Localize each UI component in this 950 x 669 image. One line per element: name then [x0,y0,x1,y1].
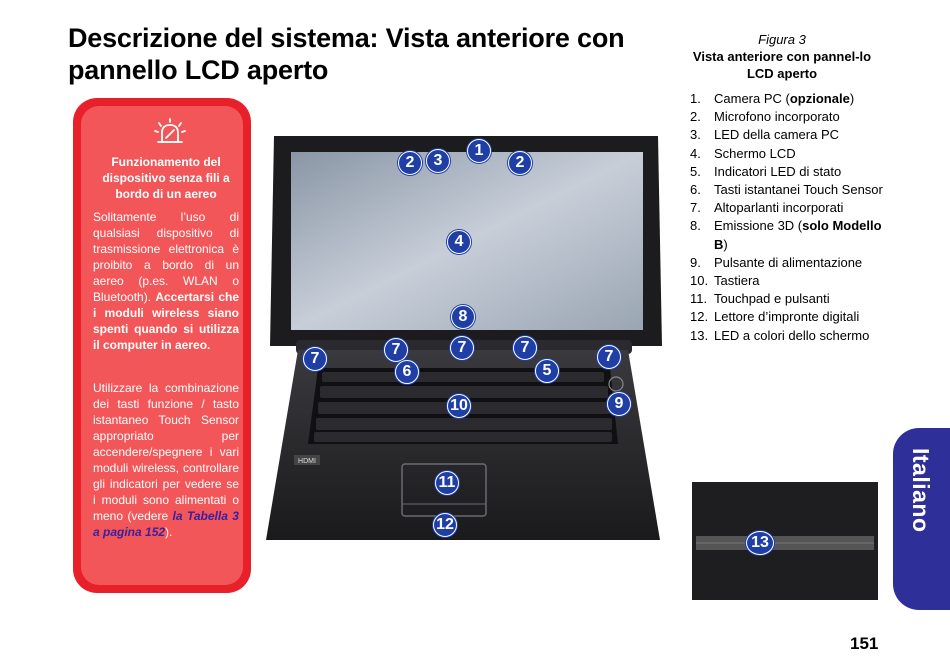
note-paragraph-1 [93,209,239,353]
callout-marker-7: 7 [303,347,327,371]
legend-text: Indicatori LED di stato [714,163,842,179]
legend-item [690,290,890,308]
airplane-warning-icon [153,118,187,146]
note-inner-panel [81,106,243,585]
legend-item [690,199,890,217]
legend-text: Altoparlanti incorporati [714,200,844,216]
page-title-line-2: pannello LCD aperto [68,55,329,85]
page-number: 151 [850,634,879,653]
callout-marker-9: 9 [607,392,631,416]
callout-marker-5: 5 [535,359,559,383]
note-paragraph-1-bold: Accertarsi che i moduli wireless siano spenti quando si utilizza il computer in aereo. [93,290,239,352]
note-paragraph-2-text: Utilizzare la combinazione dei tasti funzione / tasto istantaneo Touch Sensor appropriato per accendere/spegnere i vari moduli wireless, controllare gli indicatori per vedere se i moduli sono alimentati o meno (vedere [93,381,239,523]
callout-marker-4: 4 [447,230,471,254]
legend-item [690,254,890,272]
legend-text: Schermo LCD [714,145,796,161]
legend-text: Pulsante di alimentazione [714,254,863,270]
note-paragraph-2-end: ). [165,525,173,539]
callout-marker-3: 3 [426,149,450,173]
hdmi-label: HDMI [298,458,316,465]
note-paragraph-2 [93,380,239,540]
language-tab-label: Italiano [908,448,934,533]
callout-marker-13: 13 [746,531,774,555]
callout-marker-7: 7 [384,338,408,362]
callout-marker-1: 1 [467,139,491,163]
legend-number: 10. [690,273,709,289]
legend-item [690,126,890,144]
callout-marker-2: 2 [398,151,422,175]
callout-marker-7: 7 [513,336,537,360]
callout-marker-12: 12 [433,513,457,537]
callout-marker-2: 2 [508,151,532,175]
figure-title: Vista anteriore con pannel-lo LCD aperto [692,49,872,81]
page-title-line-1: Descrizione del sistema: Vista anteriore con [68,23,625,53]
legend-text: Emissione 3D (solo Modello B) [714,218,882,252]
legend-number: 5. [690,163,701,179]
note-title: Funzionamento del dispositivo senza fili a bordo di un aereo [102,155,230,201]
legend-text: Tasti istantanei Touch Sensor [714,182,883,198]
legend-number: 9. [690,254,701,270]
component-legend [690,90,890,345]
callout-marker-7: 7 [450,336,474,360]
legend-item [690,181,890,199]
legend-number: 13. [690,327,709,343]
page-title [68,22,648,86]
legend-text: Touchpad e pulsanti [714,291,830,307]
legend-item [690,217,890,253]
callout-marker-7: 7 [597,345,621,369]
legend-text: Tastiera [714,273,760,289]
legend-number: 7. [690,200,701,216]
legend-text: Camera PC (opzionale) [714,91,855,106]
legend-item [690,163,890,181]
note-paragraph-1-text: Solitamente l’uso di qualsiasi dispositivo di trasmissione elettronica è proibito a bordo di un aereo (p.es. WLAN o Bluetooth). [93,210,239,304]
legend-item [690,108,890,126]
legend-text: Lettore d’impronte digitali [714,309,860,325]
legend-number: 3. [690,127,701,143]
legend-number: 11. [690,291,708,307]
legend-number: 1. [690,91,701,106]
legend-item [690,308,890,326]
legend-number: 4. [690,145,701,161]
figure-label: Figura 3 [758,32,806,47]
callout-marker-8: 8 [451,305,475,329]
legend-item [690,327,890,345]
legend-item [690,272,890,290]
legend-text: LED della camera PC [714,127,839,143]
laptop-lid-closed-image [692,482,878,600]
legend-item [690,145,890,163]
wireless-warning-note [73,98,251,593]
figure-caption [690,31,874,82]
language-tab[interactable] [893,428,950,610]
callout-marker-10: 10 [447,394,471,418]
callout-marker-6: 6 [395,360,419,384]
legend-text: LED a colori dello schermo [714,327,870,343]
legend-number: 2. [690,109,701,125]
table-3-link[interactable]: la Tabella 3 a pagina 152 [93,509,239,539]
legend-number: 12. [690,309,709,325]
legend-number: 6. [690,182,701,198]
callout-marker-11: 11 [435,471,459,495]
legend-text: Microfono incorporato [714,109,840,125]
legend-number: 8. [690,218,701,234]
legend-item [690,90,890,108]
